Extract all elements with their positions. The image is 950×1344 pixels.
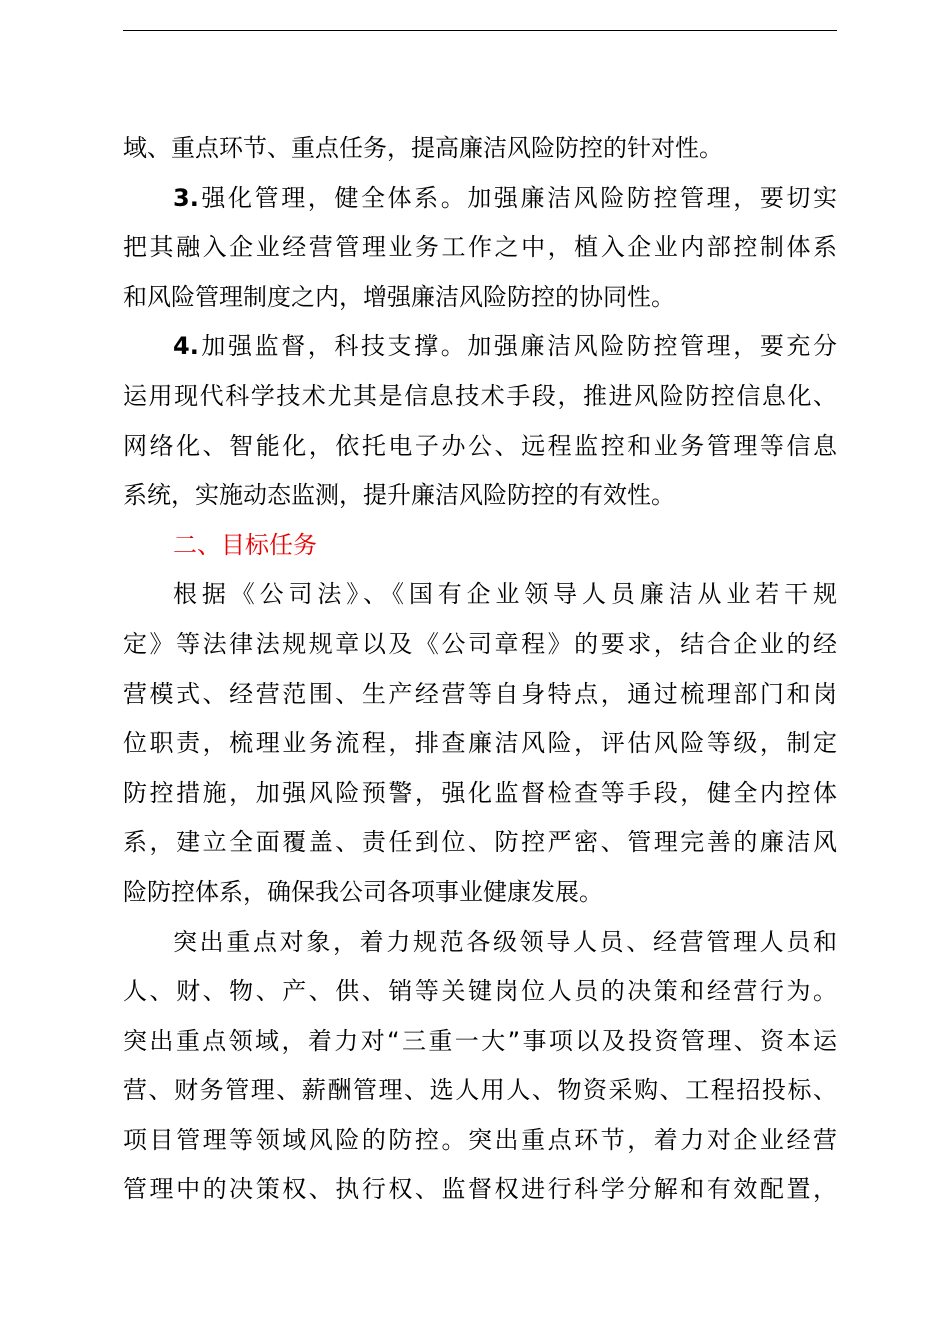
paragraph-line: 人、财、物、产、供、销等关键岗位人员的决策和经营行为。 <box>123 977 837 1006</box>
paragraph-line: 营模式、经营范围、生产经营等自身特点，通过梳理部门和岗 <box>123 679 837 708</box>
paragraph-line: 防控措施，加强风险预警，强化监督检查等手段，健全内控体 <box>123 778 837 807</box>
paragraph-line: 位职责，梳理业务流程，排查廉洁风险，评估风险等级，制定 <box>123 729 837 758</box>
list-number: 4. <box>173 332 199 361</box>
section-heading: 二、目标任务 <box>173 530 317 559</box>
paragraph-line: 和风险管理制度之内，增强廉洁风险防控的协同性。 <box>123 282 675 311</box>
paragraph-line: 网络化、智能化，依托电子办公、远程监控和业务管理等信息 <box>123 431 837 460</box>
paragraph-line: 根据《公司法》、《国有企业领导人员廉洁从业若干规 <box>173 580 837 609</box>
header-rule <box>123 30 837 31</box>
paragraph-line: 突出重点领域，着力对“三重一大”事项以及投资管理、资本运 <box>123 1026 837 1055</box>
paragraph-line: 域、重点环节、重点任务，提高廉洁风险防控的针对性。 <box>123 134 723 162</box>
paragraph-line: 定》等法律法规规章以及《公司章程》的要求，结合企业的经 <box>123 629 837 658</box>
list-number: 3. <box>173 183 199 212</box>
paragraph-line: 管理中的决策权、执行权、监督权进行科学分解和有效配置， <box>123 1175 837 1204</box>
paragraph-line: 加强监督，科技支撑。加强廉洁风险防控管理，要充分 <box>198 332 837 361</box>
list-item-heading <box>123 174 837 224</box>
document-body <box>123 124 837 1215</box>
paragraph-line: 系，建立全面覆盖、责任到位、防控严密、管理完善的廉洁风 <box>123 828 837 857</box>
paragraph-line: 营、财务管理、薪酬管理、选人用人、物资采购、工程招投标、 <box>123 1076 837 1105</box>
paragraph-line: 险防控体系，确保我公司各项事业健康发展。 <box>123 877 603 906</box>
paragraph-line: 突出重点对象，着力规范各级领导人员、经营管理人员和 <box>173 927 837 956</box>
paragraph-line: 运用现代科学技术尤其是信息技术手段，推进风险防控信息化、 <box>123 381 837 410</box>
paragraph-line: 强化管理，健全体系。加强廉洁风险防控管理，要切实 <box>198 183 837 212</box>
paragraph-line: 系统，实施动态监测，提升廉洁风险防控的有效性。 <box>123 481 675 510</box>
paragraph-line: 项目管理等领域风险的防控。突出重点环节，着力对企业经营 <box>123 1125 837 1154</box>
list-item-heading <box>123 322 837 372</box>
paragraph-line: 把其融入企业经营管理业务工作之中，植入企业内部控制体系 <box>123 233 837 262</box>
